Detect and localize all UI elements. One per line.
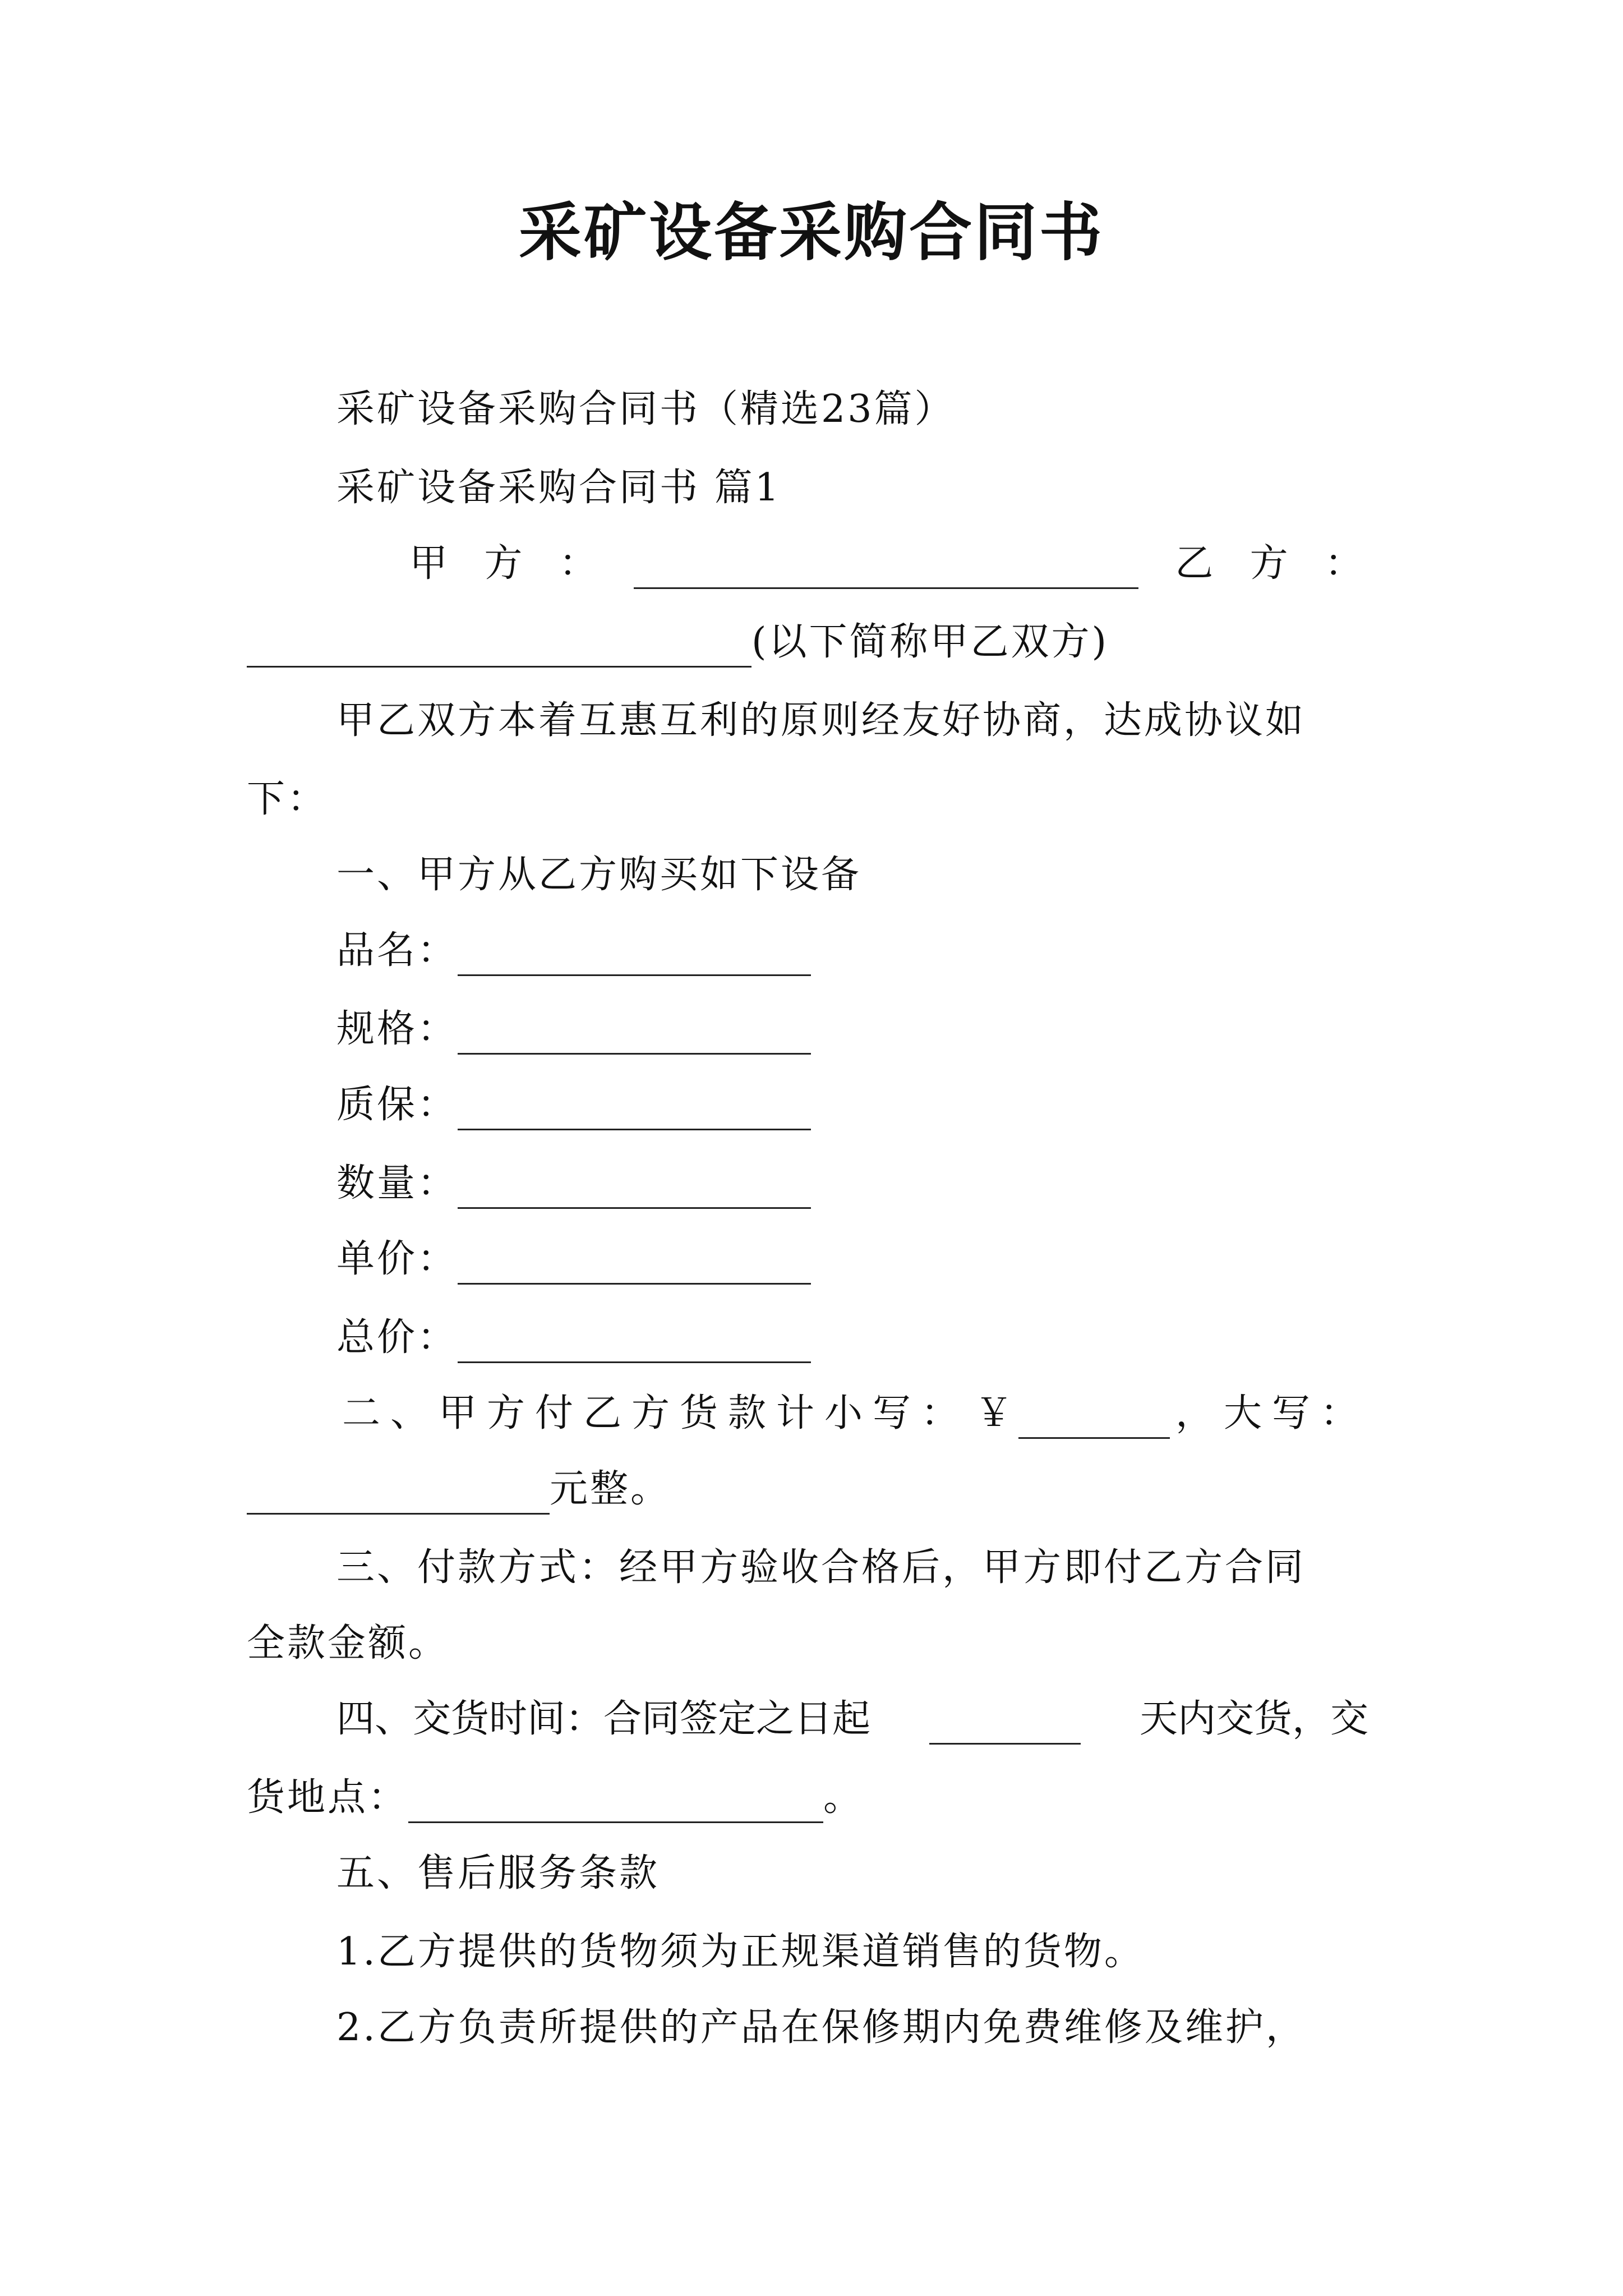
clause3-line-1: 三、付款方式：经甲方验收合格后，甲方即付乙方合同 (336, 1545, 1306, 1590)
field-unit-price (336, 1234, 811, 1285)
amount-small-blank[interactable] (1018, 1398, 1170, 1439)
field-warranty-blank[interactable] (458, 1089, 811, 1130)
delivery-place-blank[interactable] (408, 1782, 823, 1823)
clause2-text: 二、甲方付乙方货款计小写： (342, 1391, 970, 1435)
abbrev-note: (以下简称甲乙双方) (751, 620, 1109, 664)
section-heading: 采矿设备采购合同书 篇1 (336, 466, 781, 510)
field-name-label: 品名： (336, 928, 458, 973)
yen-symbol: ￥ (975, 1391, 1013, 1435)
field-unit-price-blank[interactable] (458, 1244, 811, 1285)
field-spec (336, 1004, 811, 1055)
party-b-blank[interactable] (247, 627, 751, 668)
party-a-colon: ： (559, 541, 597, 586)
delivery-days-blank[interactable] (929, 1704, 1081, 1745)
clause5-item-2: 2.乙方负责所提供的产品在保修期内免费维修及维护， (336, 2005, 1306, 2050)
clause5-heading: 五、售后服务条款 (336, 1851, 660, 1895)
party-b-line (247, 617, 1109, 668)
clause5-item-1: 1.乙方提供的货物须为正规渠道销售的货物。 (336, 1930, 1145, 1974)
field-warranty-label: 质保： (336, 1083, 458, 1127)
clause4-line-1 (336, 1694, 1368, 1745)
clause4-text-1: 四、交货时间：合同签定之日起 (336, 1697, 871, 1741)
field-unit-price-label: 单价： (336, 1237, 458, 1281)
party-b-colon: ： (1324, 541, 1363, 586)
party-b-label-1: 乙 (1175, 541, 1214, 586)
field-qty (336, 1158, 811, 1209)
field-spec-label: 规格： (336, 1007, 458, 1051)
party-a-label-2: 方 (484, 541, 523, 586)
field-name (336, 926, 811, 976)
clause4-line-2 (247, 1773, 864, 1823)
party-b-label-2: 方 (1249, 541, 1288, 586)
document-title: 采矿设备采购合同书 (519, 196, 1104, 269)
clause3-line-2: 全款金额。 (247, 1621, 449, 1665)
field-total-label: 总价： (336, 1315, 458, 1360)
intro-line-2: 下： (247, 777, 328, 821)
party-line (409, 539, 1363, 589)
field-spec-blank[interactable] (458, 1014, 811, 1055)
party-a-blank[interactable] (634, 548, 1138, 589)
clause2-line-2 (247, 1464, 671, 1515)
clause4-text-2: 天内交货，交 (1139, 1697, 1368, 1741)
clause2-line-1 (342, 1388, 1368, 1439)
clause1-heading: 一、甲方从乙方购买如下设备 (336, 853, 862, 897)
document-subtitle: 采矿设备采购合同书（精选23篇） (336, 387, 955, 431)
field-qty-label: 数量： (336, 1161, 458, 1205)
field-total-blank[interactable] (458, 1322, 811, 1363)
intro-line-1: 甲乙双方本着互惠互利的原则经友好协商，达成协议如 (336, 698, 1306, 743)
delivery-place-label: 货地点： (247, 1775, 409, 1820)
field-qty-blank[interactable] (458, 1168, 811, 1209)
party-a-label-1: 甲 (409, 541, 448, 586)
field-name-blank[interactable] (458, 935, 811, 976)
field-total (336, 1313, 811, 1363)
clause4-period: 。 (823, 1775, 864, 1820)
amount-capital-blank[interactable] (247, 1474, 550, 1515)
clause2-capital-label: ，大写： (1175, 1391, 1368, 1435)
field-warranty (336, 1080, 811, 1130)
clause2-suffix: 元整。 (550, 1467, 671, 1511)
